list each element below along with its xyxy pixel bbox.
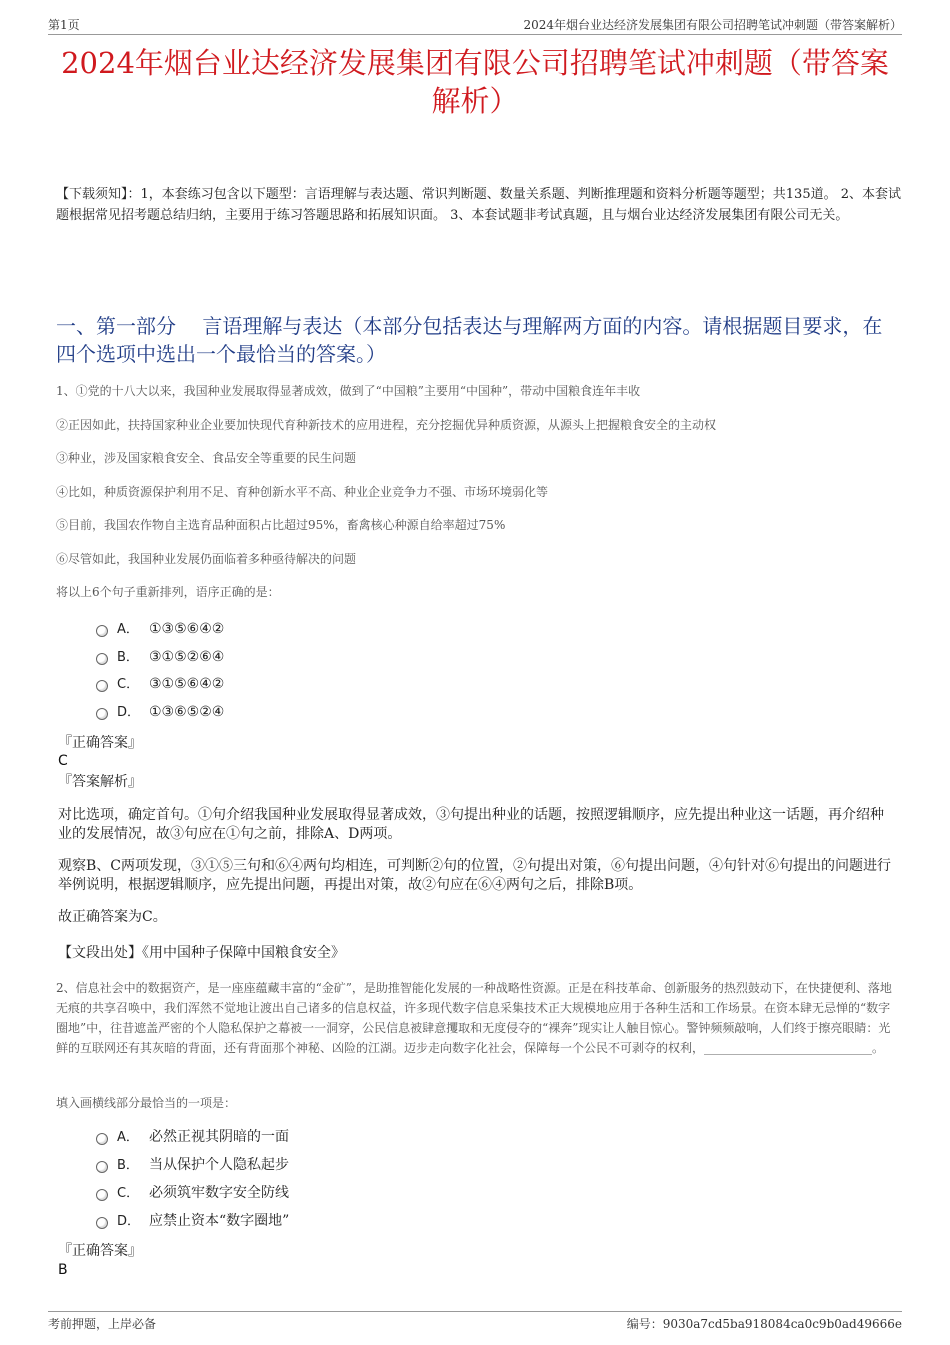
q1-sentence-6: ⑥尽管如此，我国种业发展仍面临着多种亟待解决的问题 [56, 552, 357, 566]
document-title: 2024年烟台业达经济发展集团有限公司招聘笔试冲刺题（带答案解析） [61, 46, 889, 118]
q2-option-b[interactable]: B． 当从保护个人隐私起步 [96, 1155, 289, 1175]
section-heading: 一、第一部分 言语理解与表达（本部分包括表达与理解两方面的内容。请根据题目要求，在四个选项中选出一个最恰当的答案。） [56, 314, 883, 366]
q1-prompt: 将以上6个句子重新排列，语序正确的是： [56, 585, 280, 599]
radio-icon[interactable] [96, 1217, 108, 1229]
q1-source: 【文段出处】《用中国种子保障中国粮食安全》 [58, 945, 345, 961]
q1-sentence-2: ②正因如此，扶持国家种业企业要加快现代育种新技术的应用进程，充分挖掘优异种质资源，从源头上把握粮食安全的主动权 [56, 418, 717, 432]
q1-option-b[interactable]: B． ③①⑤②⑥④ [96, 647, 224, 667]
q1-sentence-3: ③种业，涉及国家粮食安全、食品安全等重要的民生问题 [56, 451, 357, 465]
radio-icon[interactable] [96, 708, 108, 720]
q1-option-a[interactable]: A． ①③⑤⑥④② [96, 619, 224, 639]
q1-analysis-2: 观察B、C两项发现，③①⑤三句和⑥④两句均相连，可判断②句的位置，②句提出对策，⑥句提出问题，④句针对⑥句提出的问题进行举例说明，根据逻辑顺序，应先提出问题，再提出对策，故②句应在⑥④两句之后，排除B项。 [58, 858, 891, 893]
download-notice: 【下载须知】：1，本套练习包含以下题型：言语理解与表达题、常识判断题、数量关系题、判断推理题和资料分析题等题型；共135道。 2、本套试题根据常见招考题总结归纳，主要用于练习答题思路和拓展知识面。 3、本套试题非考试真题，且与烟台业达经济发展集团有限公司无关。 [56, 187, 901, 223]
q1-sentence-5: ⑤目前，我国农作物自主选育品种面积占比超过95%，畜禽核心种源自给率超过75% [56, 518, 506, 532]
page-header [48, 14, 902, 35]
q1-option-c[interactable]: C． ③①⑤⑥④② [96, 674, 224, 694]
q2-blank: ____________________________ [704, 1041, 873, 1055]
q2-option-a[interactable]: A． 必然正视其阴暗的一面 [96, 1127, 289, 1147]
radio-icon[interactable] [96, 680, 108, 692]
footer-slogan: 考前押题，上岸必备 [48, 1317, 157, 1331]
q2-answer-label: 『正确答案』 [58, 1243, 142, 1259]
q1-analysis-3: 故正确答案为C。 [58, 909, 167, 925]
q2-answer: B [58, 1262, 68, 1278]
q1-analysis-1: 对比选项，确定首句。①句介绍我国种业发展取得显著成效，③句提出种业的话题，按照逻辑顺序，应先提出种业这一话题，再介绍种业的发展情况，故③句应在①句之前，排除A、D两项。 [58, 807, 884, 842]
q1-option-d[interactable]: D． ①③⑥⑤②④ [96, 702, 224, 722]
header-doc-title: 2024年烟台业达经济发展集团有限公司招聘笔试冲刺题（带答案解析） [523, 18, 902, 32]
q2-option-d[interactable]: D． 应禁止资本“数字圈地” [96, 1211, 289, 1231]
page-number: 第1页 [48, 18, 80, 32]
q2-option-c[interactable]: C． 必须筑牢数字安全防线 [96, 1183, 289, 1203]
q1-answer: C [58, 753, 68, 769]
radio-icon[interactable] [96, 1189, 108, 1201]
q1-sentence-1: 1、①党的十八大以来，我国种业发展取得显著成效，做到了“中国粮”主要用“中国种”，带动中国粮食连年丰收 [56, 384, 641, 398]
radio-icon[interactable] [96, 625, 108, 637]
radio-icon[interactable] [96, 653, 108, 665]
q1-analysis-label: 『答案解析』 [58, 774, 142, 790]
q2-passage: 2、信息社会中的数据资产，是一座座蕴藏丰富的“金矿”，是助推智能化发展的一种战略性资源。正是在科技革命、创新服务的热烈鼓动下，在快捷便利、落地无痕的共享召唤中，我们浑然不觉地让渡出自己诸多的信息权益，许多现代数字信息采集技术正大规模地应用于各种生活和工作场景。在资本肆无忌惮的“数字圈地”中，往昔遮盖严密的个人隐私保护之幕被一一洞穿，公民信息被肆意攫取和无度侵夺的“裸奔”现实让人触目惊心。警钟频频敲响，人们终于擦亮眼睛：光鲜的互联网还有其灰暗的背面，还有背面那个神秘、凶险的江湖。迈步走向数字化社会，保障每一个公民不可剥夺的权利，____________________________。 [56, 981, 892, 1055]
radio-icon[interactable] [96, 1133, 108, 1145]
q1-answer-label: 『正确答案』 [58, 735, 142, 751]
radio-icon[interactable] [96, 1161, 108, 1173]
footer-code: 编号：9030a7cd5ba918084ca0c9b0ad49666e [626, 1317, 902, 1331]
q2-prompt: 填入画横线部分最恰当的一项是： [56, 1096, 237, 1110]
q1-sentence-4: ④比如，种质资源保护利用不足、育种创新水平不高、种业企业竞争力不强、市场环境弱化等 [56, 485, 549, 499]
page-footer [48, 1311, 902, 1332]
